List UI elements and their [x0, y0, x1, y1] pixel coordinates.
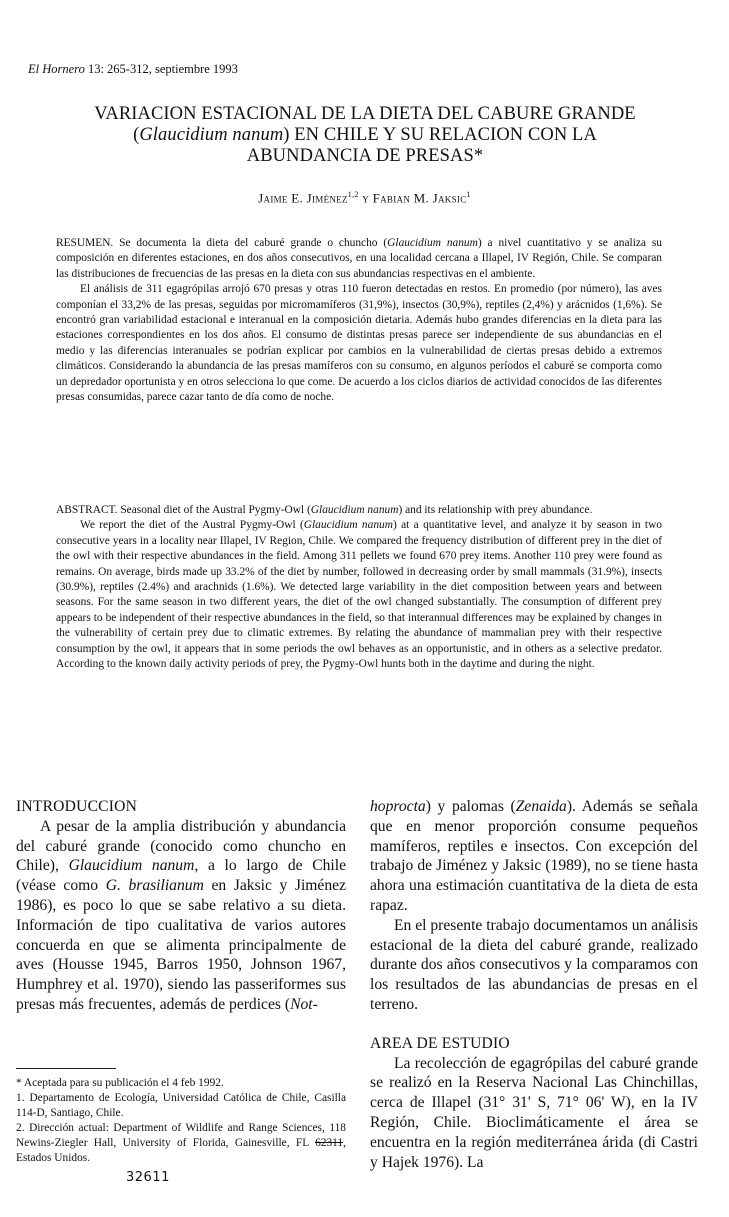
abstract-text: ) and its relationship with prey abundance. [398, 504, 593, 516]
journal-name: El Hornero [28, 62, 85, 76]
resumen-paragraph-2: El análisis de 311 egagrópilas arrojó 670 presas y otras 110 fueron detectadas en restos. En promedio (por número), las aves componían el 33,2% de las presas, seguidas por micromamíferos (31,9%), insectos (30,9%), reptiles (2,4%) y arácnidos (1,6%). Se encontró gran variabilidad estacional e interanual en la composición dietaria. Además hubo grandes diferencias en la dieta para las estaciones correspondientes en los dos años. El consumo de distintas presas parece ser independiente de sus abundancias en el medio y las diferencias interanuales se podrían explicar por cambios en la vulnerabilidad de ciertas presas debido a extremos climáticos. Considerando la abundancia de las presas mamíferos con su consumo, en algunos períodos el caburé se comporta como un depredador oportunista y en otros selecciona lo que come. De acuerdo a los ciclos diarios de actividad conocidos de las diferentes presas consumidas, parece cazar tanto de día como de noche. [56, 283, 662, 404]
section-heading-introduccion: INTRODUCCION [16, 798, 138, 815]
handwritten-zip-correction: 32611 [126, 1170, 170, 1185]
body-text: , a lo largo de Chile (véase como [16, 857, 347, 895]
intro-paragraph-1-continued [370, 797, 698, 916]
genus-name: Not- [290, 995, 318, 1013]
intro-paragraph-1 [16, 817, 346, 1015]
abstract-paragraph-1 [56, 503, 662, 518]
author-2: Fabian M. Jaksic [372, 190, 467, 206]
species-name: Glaucidium nanum [387, 237, 478, 249]
title-line-3: ABUNDANCIA DE PRESAS* [246, 146, 484, 166]
species-name: Glaucidium nanum [303, 519, 393, 532]
footnote-affiliation-2 [16, 1121, 346, 1166]
footnotes [16, 1076, 346, 1166]
species-name: Glaucidium nanum [310, 504, 399, 516]
title-species: Glaucidium nanum [139, 125, 284, 145]
author-1: Jaime E. Jiménez [258, 190, 348, 206]
resumen-text: ) a nivel cuantitativo y se analiza su composición en diferentes estaciones, en dos años consecutivos, en una localidad cercana a Illapel, IV Región, Chile. Se comparan las distribuciones de frecuencias de las presas en la dieta con sus abundancias respectivas en el ambiente. [56, 237, 663, 280]
title-line-1: VARIACION ESTACIONAL DE LA DIETA DEL CABURE GRANDE [94, 104, 636, 124]
title-line-2 [40, 125, 690, 146]
author-conjunction: y [358, 190, 373, 206]
resumen-block [56, 236, 662, 405]
species-name: Glaucidium nanum [68, 857, 195, 875]
abstract-block [56, 503, 662, 672]
abstract-text: We report the diet of the Austral Pygmy-Owl ( [80, 519, 304, 532]
intro-paragraph-2: En el presente trabajo documentamos un análisis estacional de la dieta del caburé grande, realizado durante dos años consecutivos y la comparamos con los resultados de las abundancias de presas en el terreno. [370, 916, 698, 1013]
article-title [40, 104, 690, 167]
title-paren: ( [133, 125, 140, 145]
footnote-text: , Estados Unidos. [16, 1137, 346, 1164]
title-line-2-rest: ) EN CHILE Y SU RELACION CON LA [283, 125, 597, 145]
section-heading-area-de-estudio: AREA DE ESTUDIO [370, 1034, 510, 1052]
section-spacer [370, 1015, 698, 1034]
abstract-text: ABSTRACT. Seasonal diet of the Austral Pygmy-Owl ( [56, 504, 311, 516]
body-column-right [370, 797, 698, 1172]
footnote-divider [16, 1068, 116, 1069]
abstract-text: ) at a quantitative level, and analyze it by season in two consecutive years in a locality near Illapel, IV Region, Chile. We compared the frequency distribution of different prey in the diet of the owl with their respective abundances in the field. Among 311 pellets we found 670 prey items. Another 110 prey were found as remains. On average, birds made up 33.2% of the diet by number, followed in decreasing order by small mammals (31.9%), insects (30.9%), reptiles (2.4%) and arachnids (1.6%). We detected large variability in the diet composition between years and between seasons. For the same season in two different years, the diet of the owl changed substantially. The consumption of different prey appears to be independent of their respective abundances in the field, so that interannual differences may be explained by changes in the vulnerability of certain prey due to climatic extremes. By relating the abundance of mammalian prey with their respective consumption by the owl, it appears that in some periods the owl behaves as an opportunistic, and in others as a selective predator. According to the known daily activity periods of prey, the Pygmy-Owl hunts both in the daytime and during the night. [56, 519, 662, 671]
body-text: ) y palomas ( [425, 798, 516, 815]
abstract-paragraph-2 [56, 518, 662, 672]
struck-zip-code: 62311 [315, 1137, 344, 1149]
footnote-text: 2. Dirección actual: Department of Wildlife and Range Sciences, 118 Newins-Ziegler Hall, University of Florida, Gainesville, FL [16, 1122, 346, 1149]
resumen-text: RESUMEN. Se documenta la dieta del caburé grande o chuncho ( [56, 237, 388, 249]
journal-volume-pages: 13: 265-312, septiembre 1993 [84, 62, 238, 76]
body-text: en Jaksic y Jiménez 1986), es poco lo que se sabe relativo a su dieta. Información de tipo cualitativa de varios autores concuerda en que se alimenta principalmente de aves (Housse 1945, Barros 1950, Johnson 1967, Humphrey et al. 1970), siendo las passeriformes sus presas más frecuentes, además de perdices ( [16, 877, 346, 1013]
footnote-acceptance: * Aceptada para su publicación el 4 feb 1992. [16, 1077, 224, 1089]
journal-reference [28, 62, 238, 77]
resumen-paragraph-1 [56, 236, 662, 282]
area-paragraph-1: La recolección de egagrópilas del caburé grande se realizó en la Reserva Nacional Las Chinchillas, cerca de Illapel (31° 31' S, 71° 06' W), en la IV Región, Chile. Bioclimáticamente el área se encuentra en la región mediterránea árida (di Castri y Hajek 1976). La [370, 1054, 698, 1171]
body-text: A pesar de la amplia distribución y abundancia del caburé grande (conocido como chuncho en Chile), [16, 817, 346, 875]
authors [0, 190, 729, 206]
species-name: G. brasilianum [105, 877, 204, 895]
genus-name: Zenaida [515, 798, 567, 815]
author-1-affiliation: 1,2 [347, 190, 359, 199]
genus-name: hoprocta [370, 798, 426, 815]
author-2-affiliation: 1 [466, 190, 471, 199]
body-text: ). Además se señala que en menor proporción consume pequeños mamíferos, reptiles e insectos. Con excepción del trabajo de Jiménez y Jaksic (1989), no se tiene hasta ahora una estimación cuantitativa de la dieta de esta rapaz. [370, 798, 698, 914]
footnote-affiliation-1: 1. Departamento de Ecología, Universidad Católica de Chile, Casilla 114-D, Santiago, Chile. [16, 1092, 346, 1119]
body-column-left [16, 797, 346, 1015]
